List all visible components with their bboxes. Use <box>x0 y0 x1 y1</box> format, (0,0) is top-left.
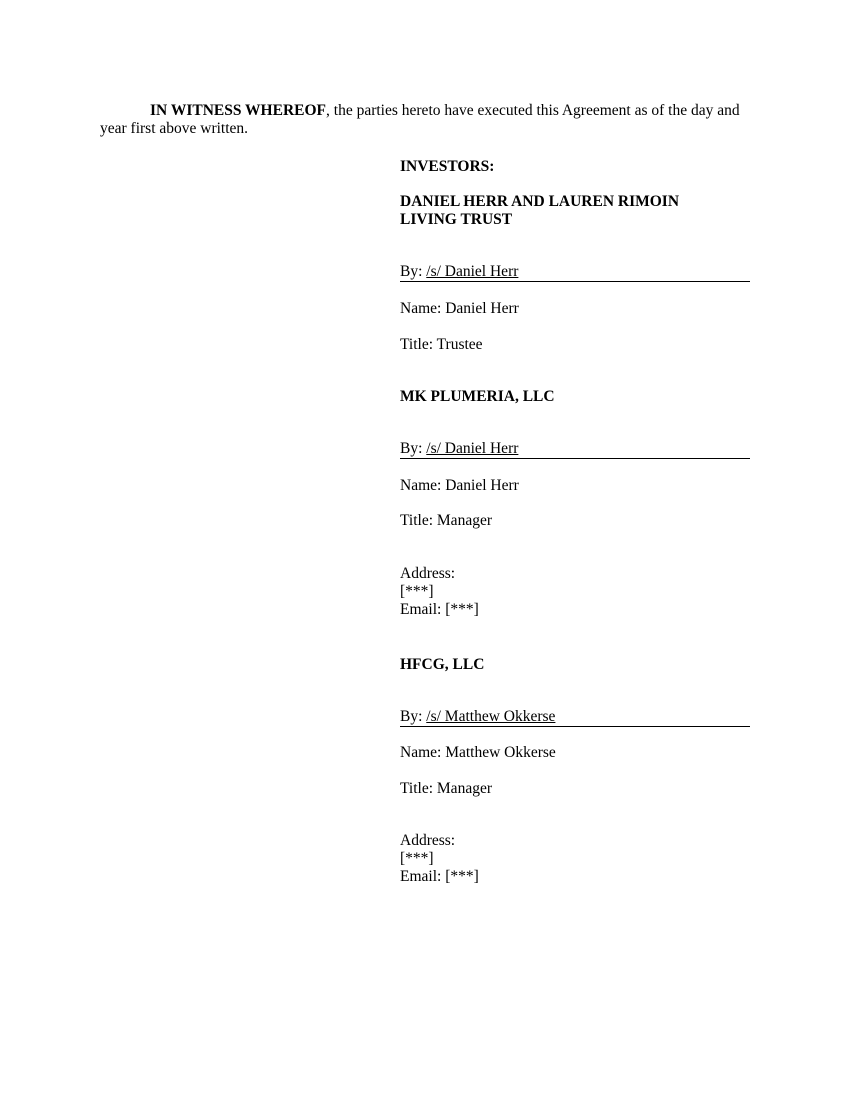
party1-signer-title: Title: Trustee <box>400 336 483 353</box>
party3-address-value: [***] <box>400 850 434 867</box>
party3-address-label: Address: <box>400 832 456 849</box>
party2-name: MK PLUMERIA, LLC <box>400 388 555 405</box>
party3-name: HFCG, LLC <box>400 656 485 673</box>
party1-signer-name: Name: Daniel Herr <box>400 300 519 317</box>
party1-signature: /s/ Daniel Herr <box>426 263 519 280</box>
party2-signature: /s/ Daniel Herr <box>426 440 519 457</box>
witness-lead: IN WITNESS WHEREOF <box>150 102 327 119</box>
party2-by-label: By: <box>400 440 427 457</box>
party2-signer-name: Name: Daniel Herr <box>400 477 519 494</box>
party1-name-line1: DANIEL HERR AND LAUREN RIMOIN <box>400 193 680 210</box>
party2-signer-title: Title: Manager <box>400 512 492 529</box>
party2-address-value: [***] <box>400 583 434 600</box>
party1-name <box>400 193 679 229</box>
party2-address-label: Address: <box>400 565 456 582</box>
party2-address-block <box>400 565 479 619</box>
party3-email: Email: [***] <box>400 868 479 885</box>
party3-signature: /s/ Matthew Okkerse <box>426 708 556 725</box>
party3-signer-name: Name: Matthew Okkerse <box>400 744 556 761</box>
party3-signature-line <box>400 708 750 727</box>
witness-paragraph <box>100 102 752 138</box>
party1-signature-line <box>400 263 750 282</box>
party3-by-label: By: <box>400 708 427 725</box>
party2-signature-line <box>400 440 750 459</box>
party1-name-line2: LIVING TRUST <box>400 211 513 228</box>
party3-address-block <box>400 832 479 886</box>
party3-signer-title: Title: Manager <box>400 780 492 797</box>
witness-text: , the parties hereto have executed this Agreement as of the day and year first above written. <box>100 102 740 137</box>
investors-heading: INVESTORS: <box>400 158 495 175</box>
party1-by-label: By: <box>400 263 427 280</box>
party2-email: Email: [***] <box>400 601 479 618</box>
